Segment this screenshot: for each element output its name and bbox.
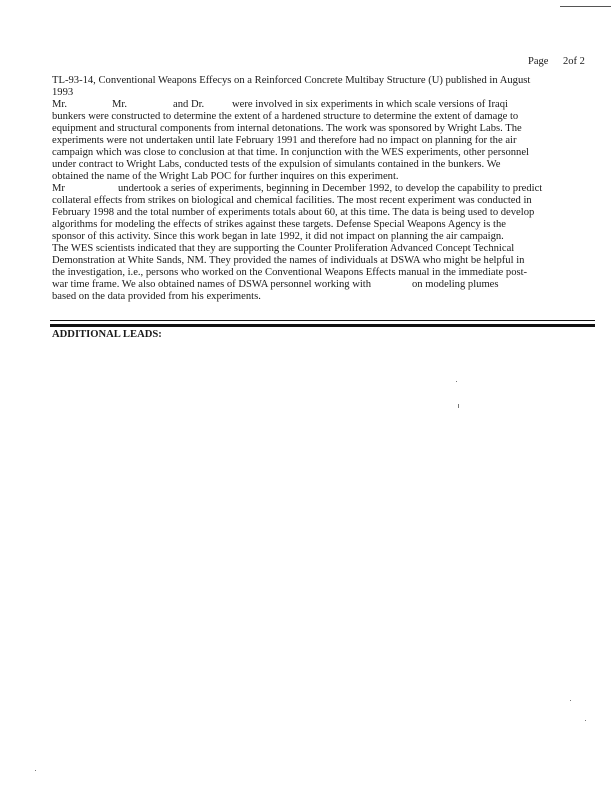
paragraph-3-line: the investigation, i.e., persons who worked on the Conventional Weapons Effects manual in the immediate post- (52, 267, 528, 278)
paragraph-2-line: undertook a series of experiments, beginning in December 1992, to develop the capability to predict (118, 183, 543, 194)
name-mr-3: Mr (52, 183, 65, 194)
paragraph-3-line: based on the data provided from his experiments. (52, 291, 261, 302)
paragraph-2-line: collateral effects from strikes on biological and chemical facilities. The most recent experiment was conducted in (52, 195, 532, 206)
name-mr-1: Mr. (52, 99, 68, 110)
scan-speck (456, 381, 457, 382)
paragraph-1-line: were involved in six experiments in which scale versions of Iraqi (232, 99, 508, 110)
paragraph-1-line: under contract to Wright Labs, conducted tests of the expulsion of simulants contained in the bunkers. We (52, 159, 501, 170)
paragraph-1-line: equipment and structural components from internal detonations. The work was sponsored by Wright Labs. The (52, 123, 522, 134)
scan-speck (35, 770, 36, 771)
paragraph-1-line: campaign which was close to conclusion at that time. In conjunction with the WES experiments, other personnel (52, 147, 529, 158)
name-mr-2: Mr. (112, 99, 128, 110)
report-title-year: 1993 (52, 87, 74, 98)
paragraph-1-line: experiments were not undertaken until late February 1991 and therefore had no impact on planning for the air (52, 135, 517, 146)
scan-speck (570, 700, 571, 701)
scan-speck (585, 720, 586, 721)
paragraph-2-line: February 1998 and the total number of experiments totals about 60, at this time. The data is being used to develop (52, 207, 535, 218)
paragraph-3-line: The WES scientists indicated that they are supporting the Counter Proliferation Advanced Concept Technical (52, 243, 515, 254)
page-label: Page (528, 56, 549, 67)
paragraph-1-line: bunkers were constructed to determine the extent of a hardened structure to determine the extent of damage to (52, 111, 519, 122)
paragraph-3-line: Demonstration at White Sands, NM. They provided the names of individuals at DSWA who might be helpful in (52, 255, 525, 266)
scan-speck (458, 404, 459, 408)
paragraph-3-line: on modeling plumes (412, 279, 499, 290)
divider-thin (50, 320, 595, 321)
paragraph-1-line: obtained the name of the Wright Lab POC for further inquires on this experiment. (52, 171, 399, 182)
name-dr: and Dr. (173, 99, 205, 110)
divider-thick (50, 324, 595, 327)
paragraph-3-line: war time frame. We also obtained names of DSWA personnel working with (52, 279, 372, 290)
page-number: 2of 2 (563, 56, 585, 67)
scan-mark (560, 6, 611, 7)
paragraph-2-line: sponsor of this activity. Since this work began in late 1992, it did not impact on planning the air campaign. (52, 231, 504, 242)
paragraph-2-line: algorithms for modeling the effects of strikes against these targets. Defense Special Weapons Agency is the (52, 219, 506, 230)
report-title: TL-93-14, Conventional Weapons Effecys on a Reinforced Concrete Multibay Structure (U) published in August (52, 75, 531, 86)
section-heading-additional-leads: ADDITIONAL LEADS: (52, 329, 162, 340)
